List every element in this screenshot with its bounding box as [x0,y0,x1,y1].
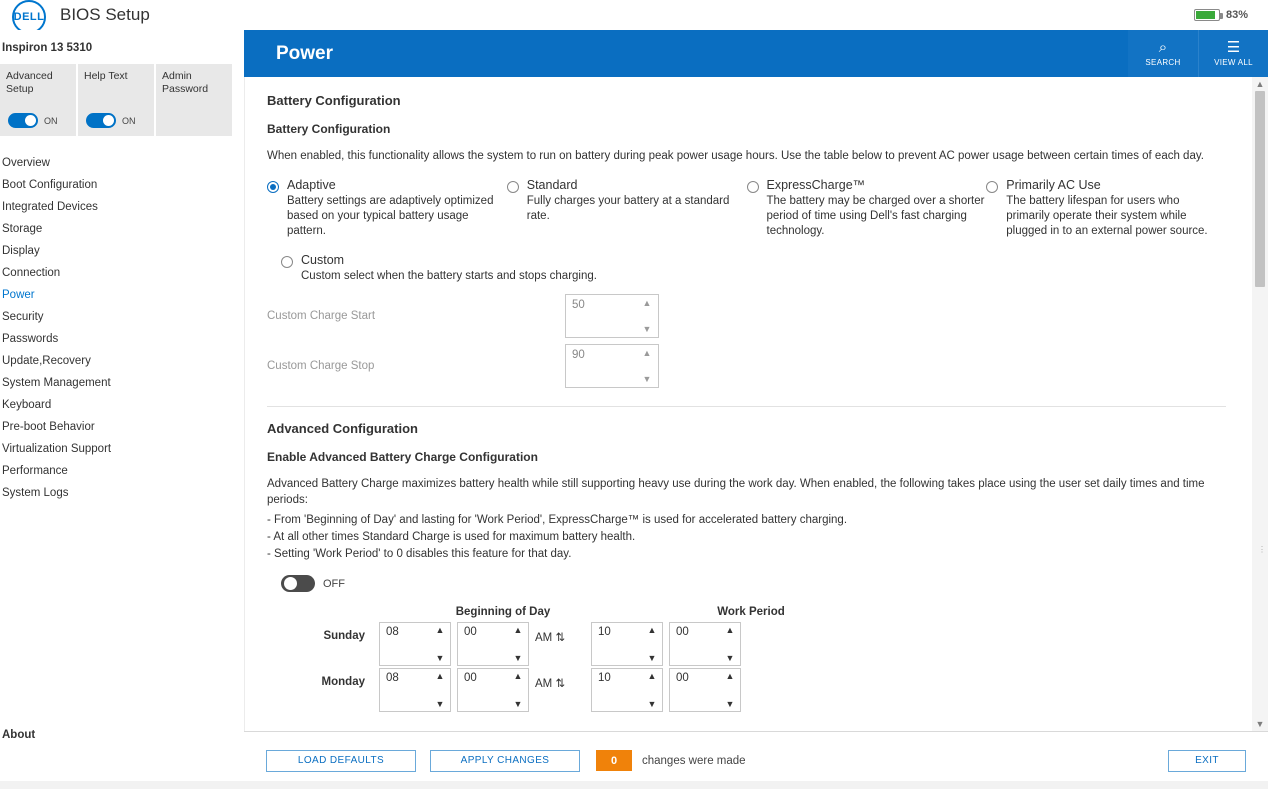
column-work-period: Work Period [717,606,785,618]
help-text-state: ON [122,115,136,126]
help-text-label: Help Text [84,70,128,82]
column-beginning-of-day: Beginning of Day [455,606,551,618]
monday-work-hour-decrement-icon[interactable]: ▼ [647,699,657,709]
sidebar-item-update-recovery[interactable]: Update,Recovery [2,355,91,367]
exit-button[interactable]: EXIT [1168,750,1246,772]
sunday-work-hour-stepper[interactable] [591,622,663,666]
radio-desc-standard: Fully charges your battery at a standard rate. [526,195,730,222]
radio-label-standard: Standard [526,178,578,192]
monday-begin-minute-increment-icon[interactable]: ▲ [513,671,523,681]
day-label-monday: Monday [321,676,365,688]
scroll-up-icon[interactable]: ▲ [1255,79,1265,89]
radio-label-custom: Custom [301,253,345,267]
radio-option-adaptive[interactable] [267,178,507,239]
battery-configuration-section-title: Battery Configuration [267,93,401,108]
radio-icon-standard[interactable] [507,181,519,193]
view-all-label: VIEW ALL [1214,58,1253,67]
system-model: Inspiron 13 5310 [2,42,93,54]
scrollbar-marker-icon: ⋮ [1258,545,1266,554]
schedule-column-headers [379,606,1226,618]
custom-charge-start-increment-icon[interactable]: ▲ [642,298,652,308]
scroll-down-icon[interactable]: ▼ [1255,719,1265,729]
battery-configuration-subsection-title: Battery Configuration [267,122,391,136]
custom-charge-stop-stepper[interactable] [565,344,659,388]
page-header [244,30,1268,77]
battery-configuration-description: When enabled, this functionality allows the system to run on battery during peak power usage hours. Use the table below to prevent AC power usage between certain times of each day. [267,150,1204,162]
sidebar-item-performance[interactable]: Performance [2,465,68,477]
monday-ampm-selector[interactable]: AM ⇅ [535,678,566,690]
sunday-ampm-selector[interactable]: AM ⇅ [535,632,566,644]
advanced-configuration-description: Advanced Battery Charge maximizes battery health while still supporting heavy use during the work day. When enabled, the following takes place using the user set daily times and time periods: [267,478,1205,506]
admin-password-card[interactable] [156,64,232,136]
sunday-begin-hour-stepper[interactable] [379,622,451,666]
sidebar-item-pre-boot-behavior[interactable]: Pre-boot Behavior [2,421,95,433]
battery-icon [1194,9,1220,21]
sidebar-toggles [0,64,244,136]
dell-logo-icon: DELL [12,0,46,34]
radio-option-expresscharge[interactable] [747,178,987,239]
charge-mode-radio-group [267,178,1226,239]
load-defaults-button[interactable]: LOAD DEFAULTS [266,750,416,772]
radio-desc-custom: Custom select when the battery starts and stops charging. [301,270,597,282]
monday-begin-minute-stepper[interactable] [457,668,529,712]
sidebar-item-overview[interactable]: Overview [2,157,50,169]
sidebar-item-connection[interactable]: Connection [2,267,61,279]
sunday-begin-hour-increment-icon[interactable]: ▲ [435,625,445,635]
sunday-begin-hour-value[interactable]: 08 [386,626,399,638]
about-link[interactable]: About [2,729,36,741]
monday-work-minute-stepper[interactable] [669,668,741,712]
sunday-begin-minute-value[interactable]: 00 [464,626,477,638]
app-title: BIOS Setup [60,5,150,24]
radio-label-expresscharge: ExpressCharge™ [766,178,866,192]
sidebar-item-virtualization-support[interactable]: Virtualization Support [2,443,112,455]
custom-charge-start-decrement-icon[interactable]: ▼ [642,324,652,334]
monday-begin-minute-value[interactable]: 00 [464,672,477,684]
day-label-sunday: Sunday [323,630,365,642]
radio-desc-primarily-ac-use: The battery lifespan for users who primarily operate their system while plugged in to an external power source. [1006,195,1208,237]
radio-label-primarily-ac-use: Primarily AC Use [1006,178,1101,192]
bottom-strip [0,781,1268,789]
content-area [244,77,1268,731]
radio-option-standard[interactable] [507,178,747,239]
radio-icon-adaptive[interactable] [267,181,279,193]
monday-begin-minute-decrement-icon[interactable]: ▼ [513,699,523,709]
page-title: Power [276,42,334,64]
radio-icon-expresscharge[interactable] [747,181,759,193]
help-text-switch[interactable] [86,113,116,128]
custom-charge-stop-row [267,344,1226,388]
changes-count-badge: 0 [596,750,632,771]
sunday-begin-minute-increment-icon[interactable]: ▲ [513,625,523,635]
sunday-work-minute-increment-icon[interactable]: ▲ [725,625,735,635]
custom-charge-stop-decrement-icon[interactable]: ▼ [642,374,652,384]
sunday-work-minute-decrement-icon[interactable]: ▼ [725,653,735,663]
apply-changes-button[interactable]: APPLY CHANGES [430,750,580,772]
custom-charge-start-row [267,294,1226,338]
advanced-configuration-subsection-title: Enable Advanced Battery Charge Configuration [267,450,538,464]
radio-icon-primarily-ac-use[interactable] [986,181,998,193]
monday-work-minute-increment-icon[interactable]: ▲ [725,671,735,681]
monday-work-hour-stepper[interactable] [591,668,663,712]
sidebar-item-integrated-devices[interactable]: Integrated Devices [2,201,98,213]
search-label: SEARCH [1145,58,1181,67]
sidebar-item-power[interactable]: Power [2,289,35,301]
schedule-row-sunday [267,622,1226,666]
sunday-work-hour-decrement-icon[interactable]: ▼ [647,653,657,663]
main-panel [244,30,1268,789]
monday-begin-hour-value[interactable]: 08 [386,672,399,684]
admin-password-label: Admin Password [162,70,209,95]
sidebar-nav [0,152,244,504]
section-divider [267,406,1226,407]
changes-made-text: changes were made [642,754,746,767]
sunday-begin-hour-decrement-icon[interactable]: ▼ [435,653,445,663]
view-all-icon: ☰ [1226,39,1241,56]
sunday-work-hour-value[interactable]: 10 [598,626,611,638]
scrollbar-thumb[interactable] [1255,91,1265,287]
advanced-setup-toggle-card[interactable] [0,64,76,136]
sunday-begin-minute-decrement-icon[interactable]: ▼ [513,653,523,663]
search-button[interactable] [1128,30,1198,77]
monday-work-hour-increment-icon[interactable]: ▲ [647,671,657,681]
advanced-battery-charge-switch[interactable] [281,575,315,592]
monday-work-minute-value[interactable]: 00 [676,672,689,684]
advanced-setup-state: ON [44,115,58,126]
advanced-setup-switch[interactable] [8,113,38,128]
sidebar-item-security[interactable]: Security [2,311,44,323]
content-scrollbar[interactable] [1252,77,1268,731]
monday-begin-hour-increment-icon[interactable]: ▲ [435,671,445,681]
advanced-battery-charge-state: OFF [323,577,345,590]
settings-scroll-content [245,77,1252,731]
advanced-bullet-1: - From 'Beginning of Day' and lasting for 'Work Period', ExpressCharge™ is used for accelerated battery charging. [267,514,848,526]
sunday-begin-minute-stepper[interactable] [457,622,529,666]
sidebar-item-storage[interactable]: Storage [2,223,43,235]
sidebar-item-system-logs[interactable]: System Logs [2,487,69,499]
sidebar-item-system-management[interactable]: System Management [2,377,111,389]
sidebar-item-keyboard[interactable]: Keyboard [2,399,52,411]
radio-desc-expresscharge: The battery may be charged over a shorter period of time using Dell's fast charging technology. [766,195,985,237]
advanced-bullet-2: - At all other times Standard Charge is used for maximum battery health. [267,531,636,543]
sidebar-item-boot-configuration[interactable]: Boot Configuration [2,179,98,191]
help-text-toggle-card[interactable] [78,64,154,136]
radio-option-custom[interactable] [281,253,1226,284]
sidebar-item-passwords[interactable]: Passwords [2,333,59,345]
custom-charge-start-label: Custom Charge Start [267,310,376,322]
monday-work-minute-decrement-icon[interactable]: ▼ [725,699,735,709]
radio-icon-custom[interactable] [281,256,293,268]
custom-charge-stop-value[interactable]: 90 [572,349,585,361]
custom-charge-start-stepper[interactable] [565,294,659,338]
monday-begin-hour-stepper[interactable] [379,668,451,712]
view-all-button[interactable] [1198,30,1268,77]
monday-work-hour-value[interactable]: 10 [598,672,611,684]
schedule-row-monday [267,668,1226,712]
custom-charge-stop-increment-icon[interactable]: ▲ [642,348,652,358]
search-icon: ⌕ [1158,39,1168,56]
radio-desc-adaptive: Battery settings are adaptively optimized based on your typical battery usage pattern. [287,195,494,237]
sunday-work-minute-stepper[interactable] [669,622,741,666]
advanced-setup-label: Advanced Setup [6,70,53,95]
sunday-work-minute-value[interactable]: 00 [676,626,689,638]
radio-option-primarily-ac-use[interactable] [986,178,1226,239]
sidebar-item-display[interactable]: Display [2,245,40,257]
titlebar [0,0,1268,30]
custom-charge-start-value[interactable]: 50 [572,299,585,311]
radio-label-adaptive: Adaptive [287,178,336,192]
sunday-work-hour-increment-icon[interactable]: ▲ [647,625,657,635]
sidebar [0,30,244,789]
advanced-bullet-3: - Setting 'Work Period' to 0 disables this feature for that day. [267,548,572,560]
advanced-battery-charge-toggle-row [281,575,1226,592]
custom-charge-stop-label: Custom Charge Stop [267,360,375,372]
battery-percent: 83% [1225,9,1248,21]
monday-begin-hour-decrement-icon[interactable]: ▼ [435,699,445,709]
battery-status [1194,9,1256,21]
advanced-configuration-section-title: Advanced Configuration [267,421,418,436]
